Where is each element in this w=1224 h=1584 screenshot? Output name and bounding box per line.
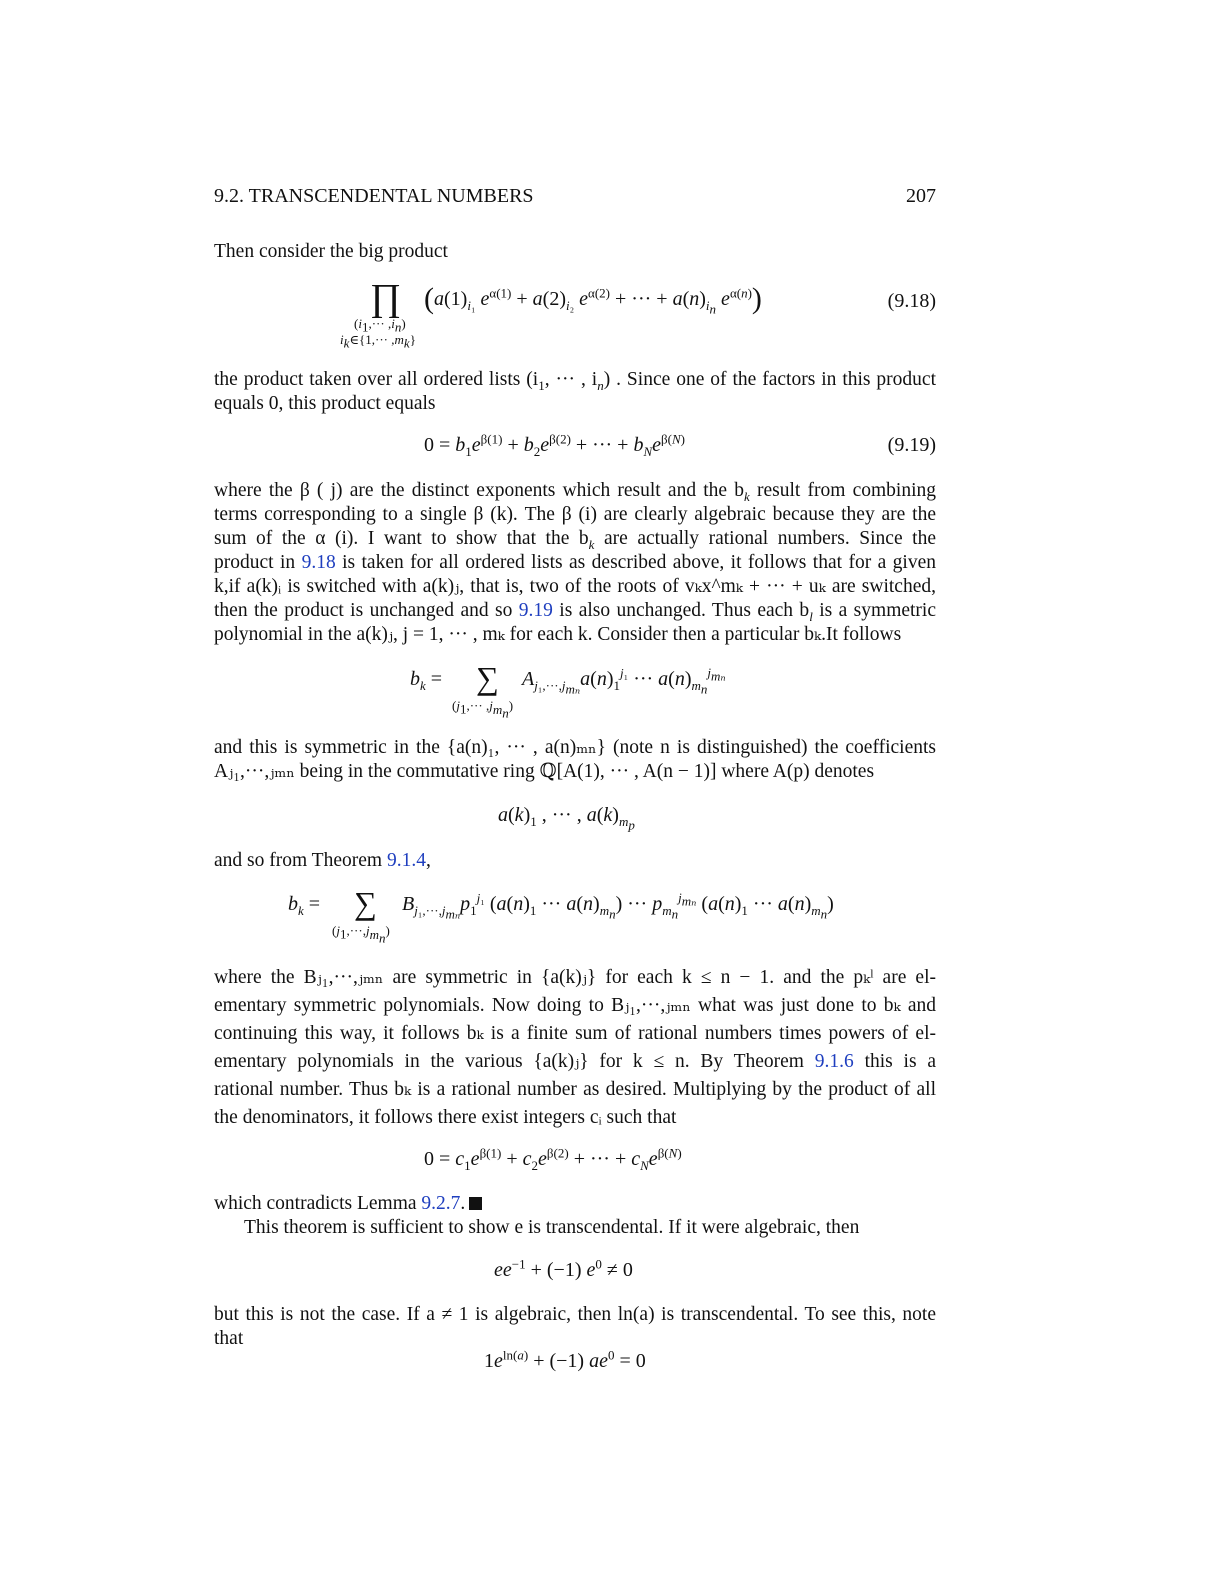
paragraph: where the β ( j) are the distinct exponents which result and the $b_k$ result from combining terms corresponding to a single β (k). The β (i) are clearly algebraic because they are the sum of the α (i). I want to show that the $b_k$ are actually rational numbers. Since the product in 9.18 is taken for all ordered lists as described above, it follows that for a given k,if a(k)ᵢ is switched with a(k)ⱼ, that is, two of the roots of vₖx^mₖ + ··· + uₖ are switched, then the product is unchanged and so 9.19 is also unchanged. Thus each $b_l$ is a symmetric polynomial in the a(k)ⱼ, j = 1, ··· , mₖ for each k. Consider then a particular bₖ.It follows — [214, 480, 937, 645]
product-range: $i_k\in\{1,\cdot\cdot\cdot ,m_k\}$ — [340, 332, 416, 351]
product-body: ($a(1)_{i_1}$ $e^{\alpha(1)} + a(2)_{i_2}$ $e^{\alpha(2)}$ + ··· + $a(n)_{i_n}$ $e^{\alpha(n)}$) — [424, 282, 762, 317]
paragraph: where the Bⱼ₁,···,ⱼₘₙ are symmetric in {a(k)ⱼ} for each k ≤ n − 1. and the pₖˡ are el- ementary symmetric polynomials. Now doing to Bⱼ₁,···,ⱼₘₙ what was just done to bₖ and continuing this way, it follows bₖ is a finite sum of rational numbers times powers of el- ementary polynomials in the various {a(k)ⱼ} for k ≤ n. By Theorem 9.1.6 this is a rational number. Thus bₖ is a rational number as desired. Multiplying by the product of all the denominators, it follows there exist integers cᵢ such that — [214, 967, 937, 1128]
equation-e: $ee^{-1} + (-1) e^0 \ne 0$ — [494, 1256, 633, 1281]
product-symbol: ∏ — [370, 277, 402, 319]
equation-number: (9.18) — [887, 290, 936, 312]
paragraph: which contradicts Lemma 9.2.7. This theorem is sufficient to show e is transcendental. If it were algebraic, then — [214, 1193, 860, 1238]
section-title: 9.2. TRANSCENDENTAL NUMBERS — [214, 185, 534, 207]
equation-9-19 — [214, 431, 936, 464]
theorem-link[interactable]: 9.1.4 — [386, 850, 426, 871]
page-number: 207 — [906, 185, 936, 207]
equation-bk-sum: $b_k$ = ∑ $(j_1,\cdot\cdot\cdot ,j_{m_n})$ $A_{j_1,\cdot\cdot\cdot,j_{m_n}}a(n)_1^{j_1}$ ··· $a(n)_{m_n}^{j_{m_n}}$ — [410, 660, 726, 721]
equation-roots: $a(k)_1$ , ··· , $a(k)_{m_p}$ — [498, 804, 635, 833]
paragraph: and this is symmetric in the {a(n)₁, ··· , a(n)ₘₙ} (note n is distinguished) the coefficients Aⱼ₁,···,ⱼₘₙ being in the commutative ring ℚ[A(1), ··· , A(n − 1)] where A(p) denotes — [214, 737, 936, 782]
paragraph: Then consider the big product — [214, 241, 448, 262]
equation-bk-elementary: $b_k$ = ∑ $(j_1,\cdot\cdot\cdot,j_{m_n})$ $B_{j_1,\cdot\cdot\cdot,j_{m_n}}p_1^{j_1}$ ($a(n)_1$ ··· $a(n)_{m_n}$) ··· $p_{m_n}^{j_{m_n}}$ ($a(n)_1$ ··· $a(n)_{m_n}$) — [288, 885, 834, 946]
equation-link[interactable]: 9.19 — [518, 600, 553, 621]
product-index: $(i_1,\cdot\cdot\cdot ,i_n)$ — [354, 316, 406, 335]
qed-square-icon — [469, 1197, 482, 1210]
equation-body: $0 = b_1e^{\beta(1)} + b_2e^{\beta(2)}$ + ··· + $b_Ne^{\beta(N)}$ — [424, 431, 685, 459]
paragraph: but this is not the case. If a ≠ 1 is algebraic, then ln(a) is transcendental. To see this, note that — [214, 1304, 936, 1349]
equation-number: (9.19) — [887, 434, 936, 456]
paragraph: and so from Theorem 9.1.4, — [214, 850, 431, 871]
equation-link[interactable]: 9.18 — [301, 552, 336, 573]
paragraph: the product taken over all ordered lists ($i_1$, ··· , $i_n$) . Since one of the factors in this product equals 0, this product equals — [214, 369, 936, 414]
lemma-link[interactable]: 9.2.7 — [421, 1193, 461, 1214]
theorem-link[interactable]: 9.1.6 — [814, 1051, 854, 1072]
equation-9-18 — [214, 277, 936, 354]
equation-integers: $0 = c_1e^{\beta(1)} + c_2e^{\beta(2)}$ + ··· + $c_Ne^{\beta(N)}$ — [424, 1145, 682, 1173]
equation-ln: $1e^{ln(a)} + (-1) ae^0 = 0$ — [484, 1347, 646, 1372]
